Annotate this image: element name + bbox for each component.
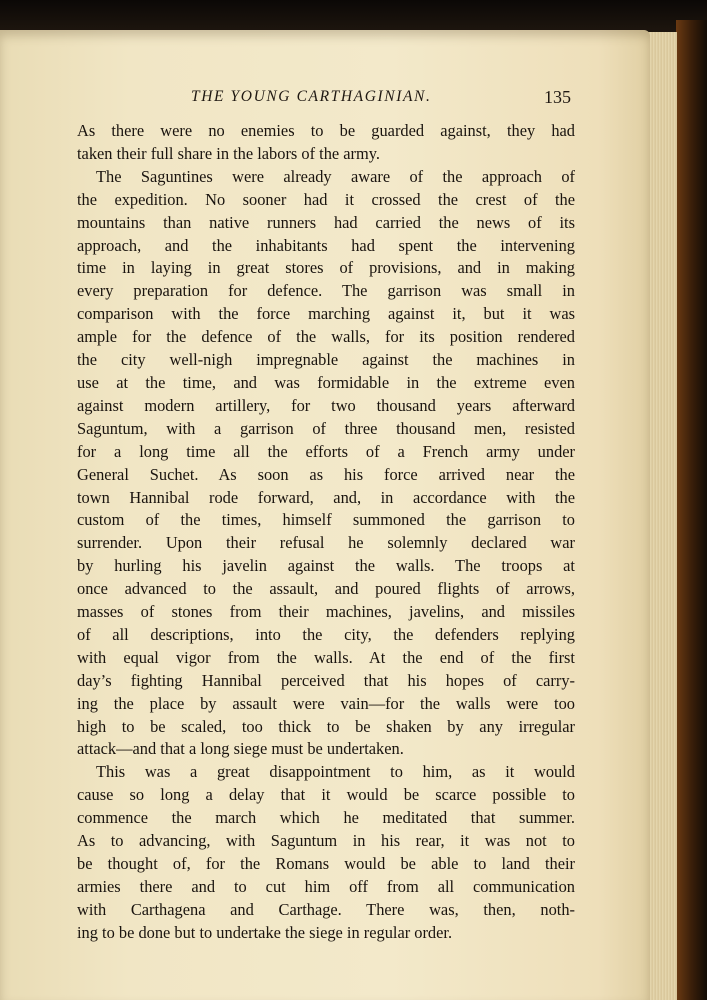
text-line: The Saguntines were already aware of the approach of <box>96 166 575 186</box>
text-line: by hurling his javelin against the walls. The troops at <box>77 556 575 576</box>
text-line: with equal vigor from the walls. At the end of the first <box>77 647 575 667</box>
text-line: masses of stones from their machines, javelins, and missiles <box>77 602 575 622</box>
text-line: high to be scaled, too thick to be shaken by any irregular <box>77 716 575 736</box>
text-line: approach, and the inhabitants had spent the intervening <box>77 235 575 255</box>
text-line: town Hannibal rode forward, and, in accordance with the <box>77 487 575 507</box>
text-line: ample for the defence of the walls, for its position rendered <box>77 327 575 347</box>
text-line: time in laying in great stores of provisions, and in making <box>77 258 575 278</box>
text-line: taken their full share in the labors of the army. <box>77 143 380 163</box>
text-line: for a long time all the efforts of a French army under <box>77 441 575 461</box>
text-line: the expedition. No sooner had it crossed the crest of the <box>77 189 575 209</box>
running-head: THE YOUNG CARTHAGINIAN. <box>191 88 432 105</box>
text-line: every preparation for defence. The garrison was small in <box>77 281 575 301</box>
text-line: against modern artillery, for two thousand years afterward <box>77 395 575 415</box>
text-line: comparison with the force marching against it, but it was <box>77 304 575 324</box>
text-line: once advanced to the assault, and poured flights of arrows, <box>77 579 575 599</box>
book-cover-edge <box>676 20 707 1000</box>
text-line: use at the time, and was formidable in the extreme even <box>77 372 575 392</box>
body-text <box>77 120 575 945</box>
text-line: be thought of, for the Romans would be able to land their <box>77 854 575 873</box>
text-line: of all descriptions, into the city, the defenders replying <box>77 624 575 644</box>
text-line: surrender. Upon their refusal he solemnly declared war <box>77 533 575 553</box>
text-line: day’s fighting Hannibal perceived that his hopes of carry- <box>77 670 575 690</box>
text-line: ing the place by assault were vain—for the walls were too <box>77 693 575 713</box>
text-line: attack—and that a long siege must be undertaken. <box>77 739 404 759</box>
text-line: As to advancing, with Saguntum in his rear, it was not to <box>77 831 575 851</box>
page-number: 135 <box>544 87 571 107</box>
text-line: General Suchet. As soon as his force arrived near the <box>77 464 575 484</box>
page-edges <box>646 32 677 1000</box>
text-line: Saguntum, with a garrison of three thousand men, resisted <box>77 418 575 438</box>
text-line: with Carthagena and Carthage. There was, then, noth- <box>77 899 575 919</box>
text-line: armies there and to cut him off from all communication <box>77 876 575 896</box>
text-line: custom of the times, himself summoned the garrison to <box>77 510 575 530</box>
text-line: As there were no enemies to be guarded against, they had <box>77 121 575 140</box>
text-line: the city well-nigh impregnable against the machines in <box>77 350 575 370</box>
text-line: This was a great disappointment to him, as it would <box>96 762 575 782</box>
text-line: cause so long a delay that it would be scarce possible to <box>77 785 575 805</box>
text-line: ing to be done but to undertake the siege in regular order. <box>77 922 453 942</box>
text-line: commence the march which he meditated that summer. <box>77 808 575 828</box>
text-line: mountains than native runners had carried the news of its <box>77 212 575 232</box>
